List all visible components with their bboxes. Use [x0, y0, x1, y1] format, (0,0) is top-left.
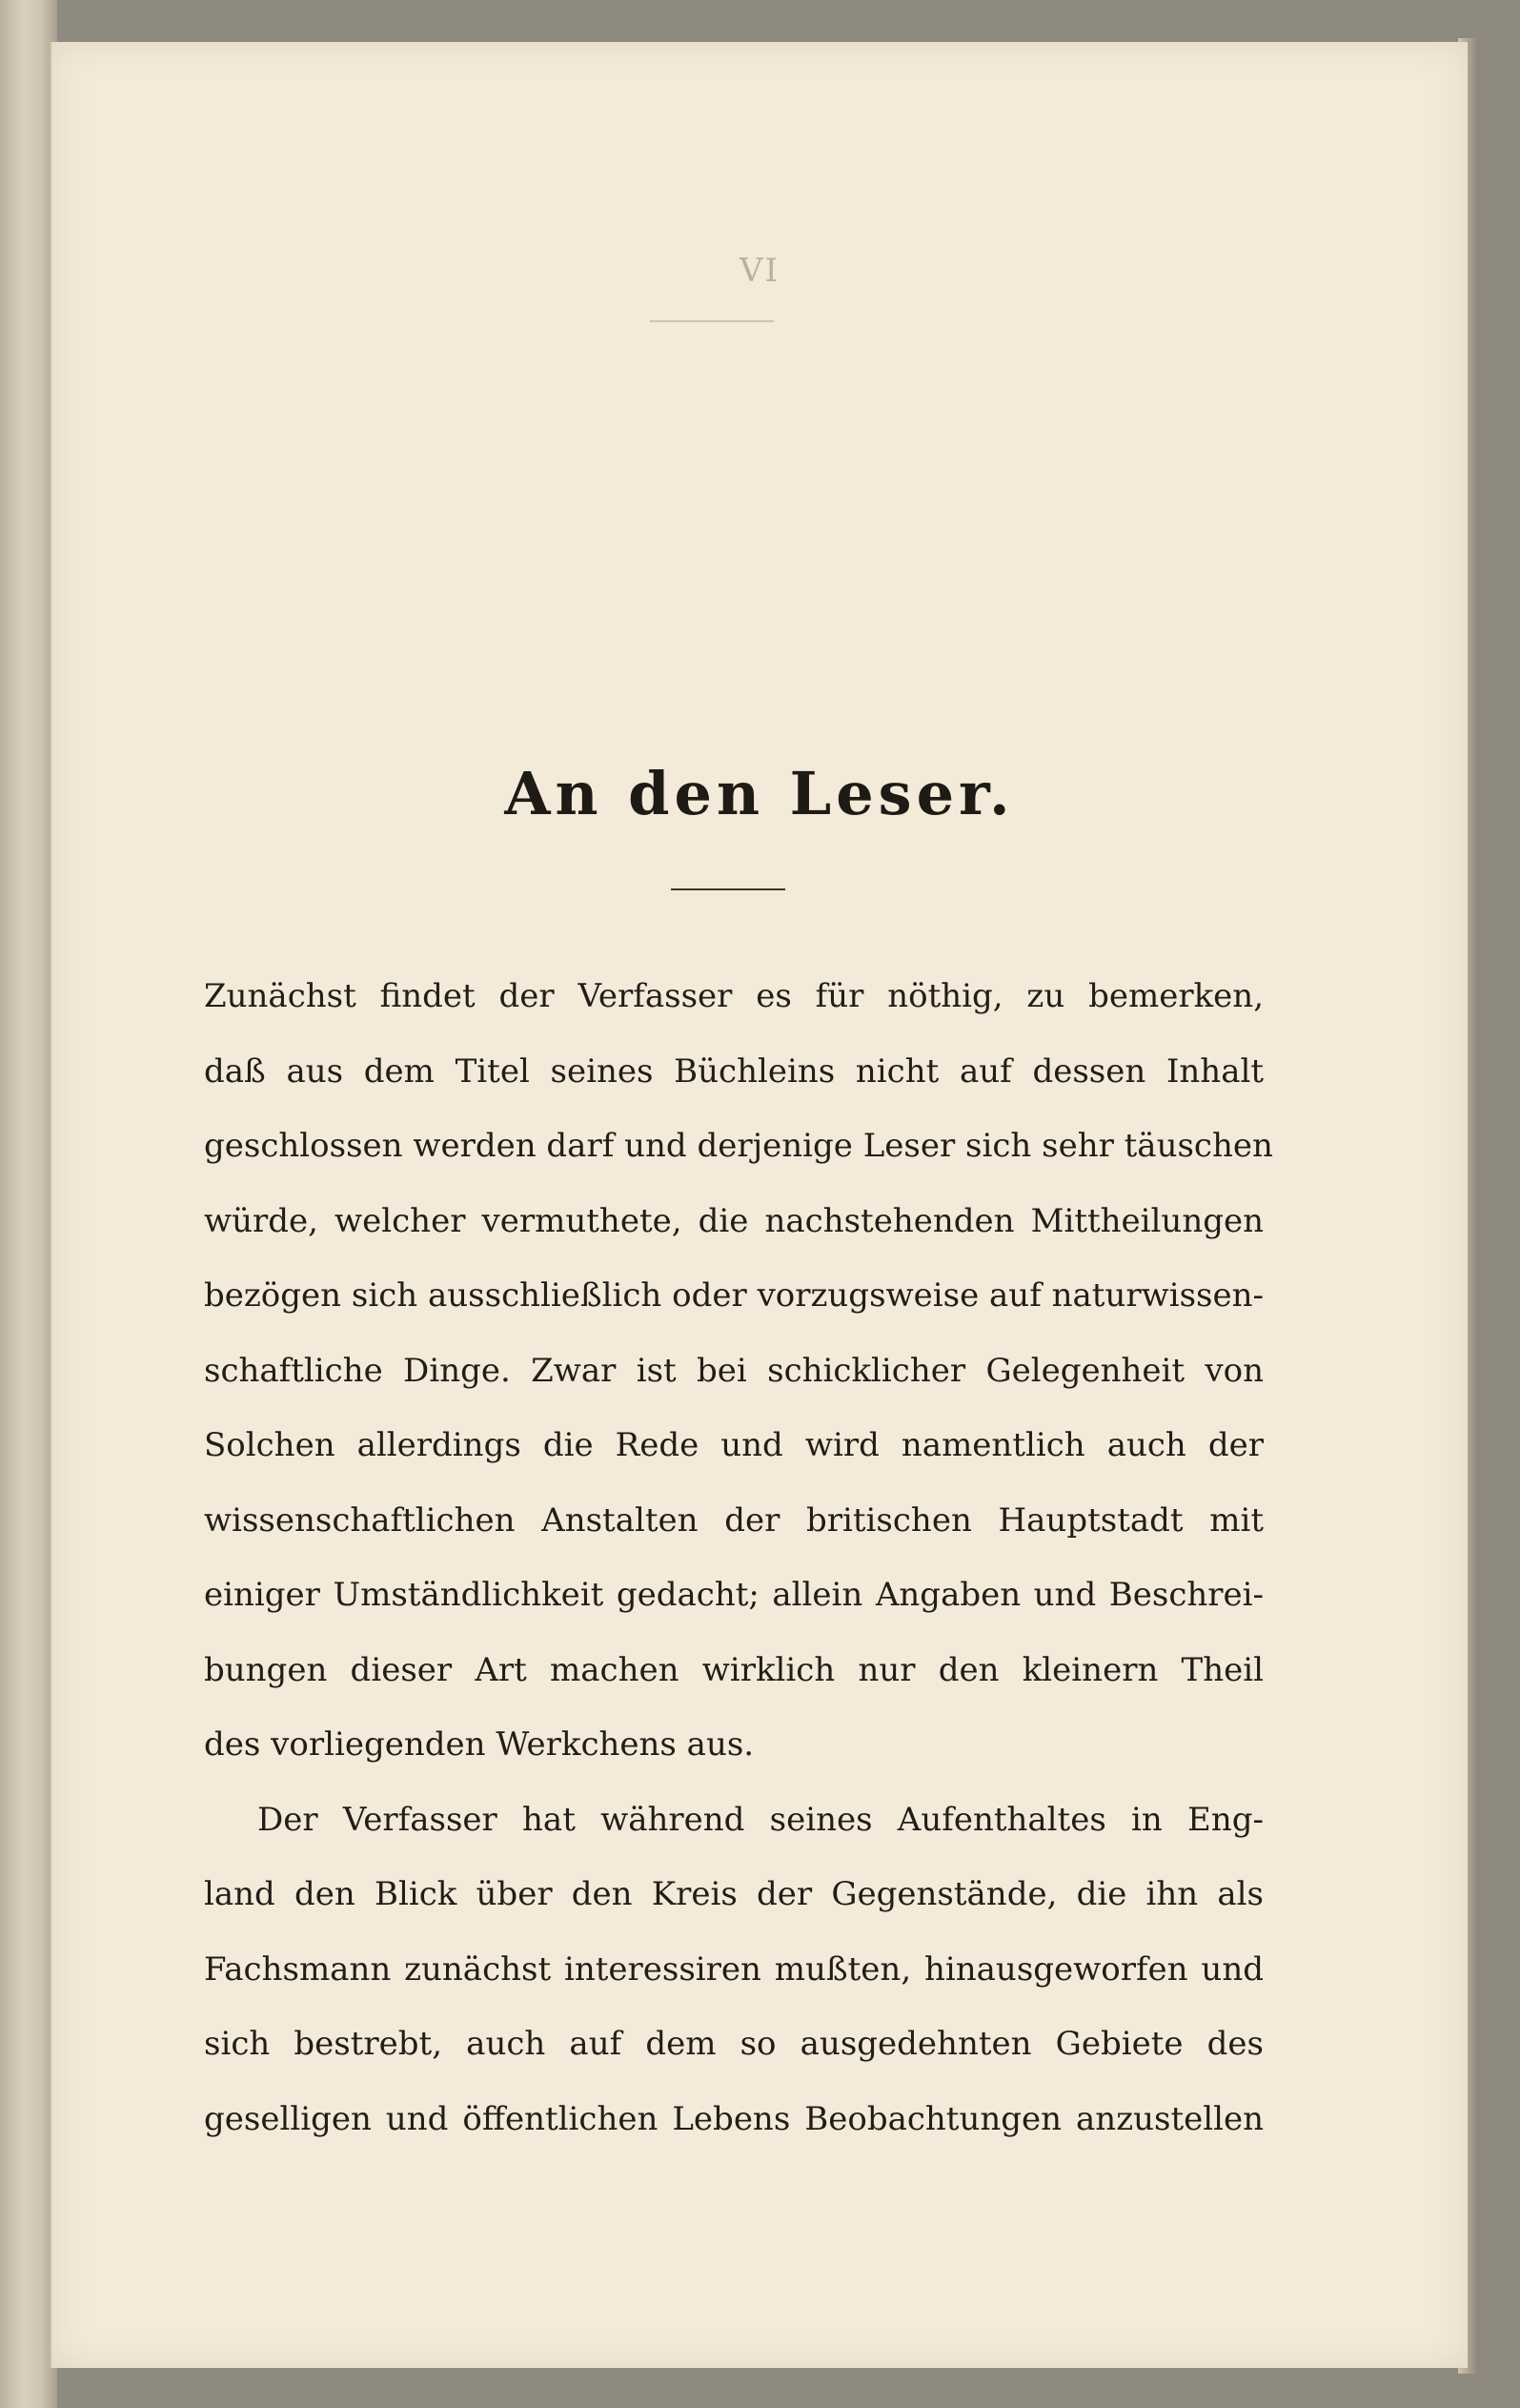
- text-line: geselligen und öffentlichen Lebens Beobachtungen anzustellen: [204, 2099, 1264, 2138]
- text-line: Fachsmann zunächst interessiren mußten, hinausgeworfen und: [204, 1949, 1264, 1989]
- text-line: wissenschaftlichen Anstalten der britischen Hauptstadt mit: [204, 1500, 1264, 1540]
- text-line: einiger Umständlichkeit gedacht; allein Angaben und Beschrei-: [204, 1576, 1264, 1614]
- text-line: sich bestrebt, auch auf dem so ausgedehnten Gebiete des: [204, 2025, 1264, 2063]
- text-line: bungen dieser Art machen wirklich nur den kleinern Theil: [204, 1650, 1264, 1689]
- adjacent-book-edge: [0, 0, 57, 2408]
- paragraph-2: [204, 1783, 1264, 2157]
- text-line: würde, welcher vermuthete, die nachstehenden Mittheilungen: [204, 1201, 1264, 1240]
- text-line: schaftliche Dinge. Zwar ist bei schicklicher Gelegenheit von: [204, 1351, 1264, 1390]
- text-line: land den Blick über den Kreis der Gegenstände, die ihn als: [204, 1875, 1264, 1913]
- text-line: Der Verfasser hat während seines Aufenthaltes in Eng-: [257, 1800, 1264, 1839]
- text-line: des vorliegenden Werkchens aus.: [204, 1725, 755, 1764]
- body-text: [204, 959, 1273, 2156]
- page-title: An den Leser.: [504, 759, 1015, 828]
- page-number-rule: [650, 320, 774, 322]
- page-number: VI: [740, 252, 780, 290]
- book-page: [50, 42, 1468, 2368]
- text-line: Solchen allerdings die Rede und wird namentlich auch der: [204, 1426, 1264, 1464]
- text-line: daß aus dem Titel seines Büchleins nicht auf dessen Inhalt: [204, 1051, 1264, 1091]
- text-line: geschlossen werden darf und derjenige Leser sich sehr täuschen: [204, 1127, 1273, 1165]
- text-line: Zunächst findet der Verfasser es für nöthig, zu bemerken,: [204, 977, 1264, 1015]
- text-line: bezögen sich ausschließlich oder vorzugsweise auf naturwissen-: [204, 1276, 1264, 1315]
- paragraph-1: [204, 959, 1273, 1783]
- title-divider: [671, 888, 785, 890]
